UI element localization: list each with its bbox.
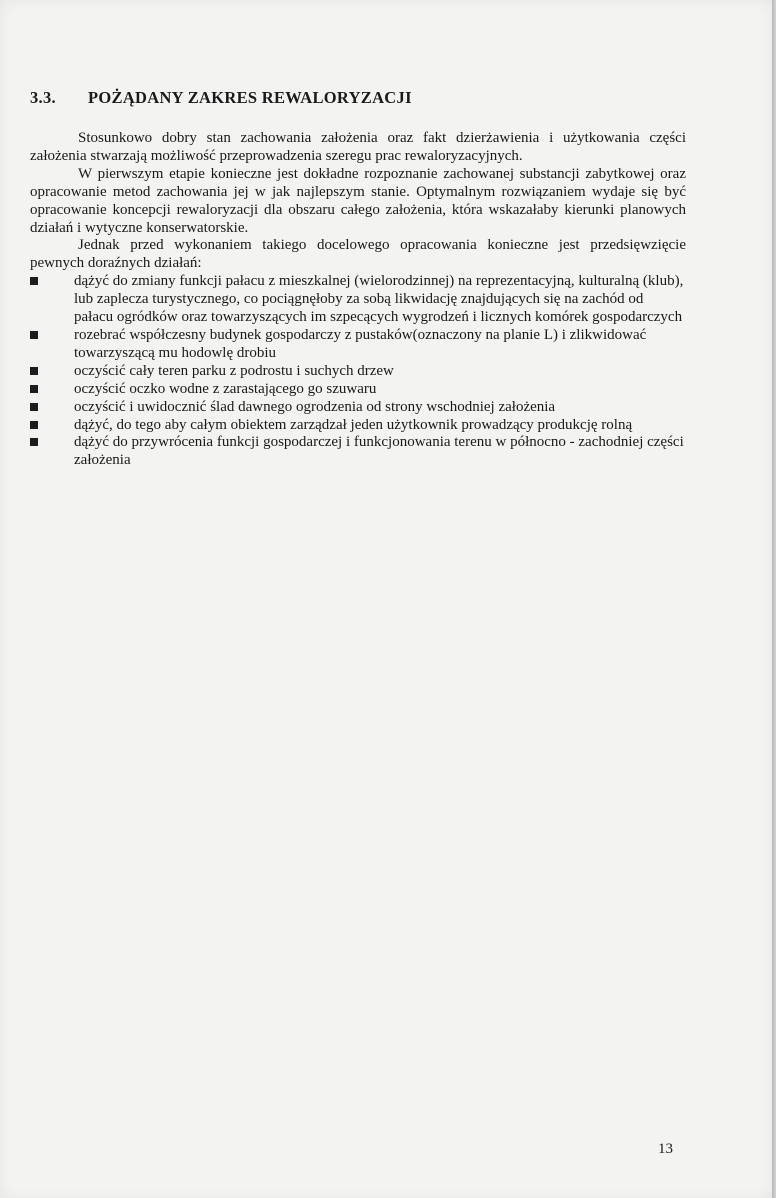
action-list: [30, 273, 686, 470]
list-item: [30, 417, 686, 435]
list-item-text: dążyć, do tego aby całym obiektem zarządzał jeden użytkownik prowadzący produkcję rolną: [74, 416, 633, 433]
paragraph-2: W pierwszym etapie konieczne jest dokładne rozpoznanie zachowanej substancji zabytkowej oraz opracowanie metod zachowania jej w jak najlepszym stanie. Optymalnym rozwiązaniem wydaje się być opracowanie koncepcji rewaloryzacji dla obszaru całego założenia, która wskazałaby kierunki planowych działań i wytyczne konserwatorskie.: [30, 165, 686, 236]
list-item-text: dążyć do przywrócenia funkcji gospodarczej i funkcjonowania terenu w północno - zachodniej części założenia: [74, 434, 684, 469]
section-body: [30, 130, 686, 470]
paragraph-3: Jednak przed wykonaniem takiego docelowego opracowania konieczne jest przedsięwzięcie pewnych doraźnych działań:: [30, 237, 686, 272]
list-item-text: rozebrać współczesny budynek gospodarczy z pustaków(oznaczony na planie L) i zlikwidować towarzyszącą mu hodowlę drobiu: [74, 326, 647, 361]
section-number: 3.3.: [30, 88, 56, 107]
section-heading: [30, 88, 412, 108]
square-bullet-icon: [30, 421, 38, 429]
list-item-text: oczyścić i uwidocznić ślad dawnego ogrodzenia od strony wschodniej założenia: [74, 398, 556, 415]
square-bullet-icon: [30, 277, 38, 285]
paragraph-1: Stosunkowo dobry stan zachowania założenia oraz fakt dzierżawienia i użytkowania części założenia stwarzają możliwość przeprowadzenia szeregu prac rewaloryzacyjnych.: [30, 130, 686, 164]
list-item: [30, 381, 686, 399]
list-item: [30, 399, 686, 417]
square-bullet-icon: [30, 385, 38, 393]
square-bullet-icon: [30, 403, 38, 411]
square-bullet-icon: [30, 438, 38, 446]
page-number: 13: [658, 1141, 673, 1157]
square-bullet-icon: [30, 331, 38, 339]
list-item-text: dążyć do zmiany funkcji pałacu z mieszkalnej (wielorodzinnej) na reprezentacyjną, kulturalną (klub), lub zaplecza turystycznego, co pociągnęłoby za sobą likwidację znajdujących się na zachód od pałacu ogródków oraz towarzyszących im szpecących wygrodzeń i licznych komórek gospodarczych: [74, 273, 684, 326]
section-title: POŻĄDANY ZAKRES REWALORYZACJI: [88, 88, 412, 107]
list-item: [30, 273, 686, 327]
list-item-text: oczyścić oczko wodne z zarastającego go szuwaru: [74, 380, 377, 397]
square-bullet-icon: [30, 367, 38, 375]
list-item: [30, 363, 686, 381]
list-item-text: oczyścić cały teren parku z podrostu i suchych drzew: [74, 362, 394, 379]
list-item: [30, 327, 686, 363]
list-item: [30, 434, 686, 470]
